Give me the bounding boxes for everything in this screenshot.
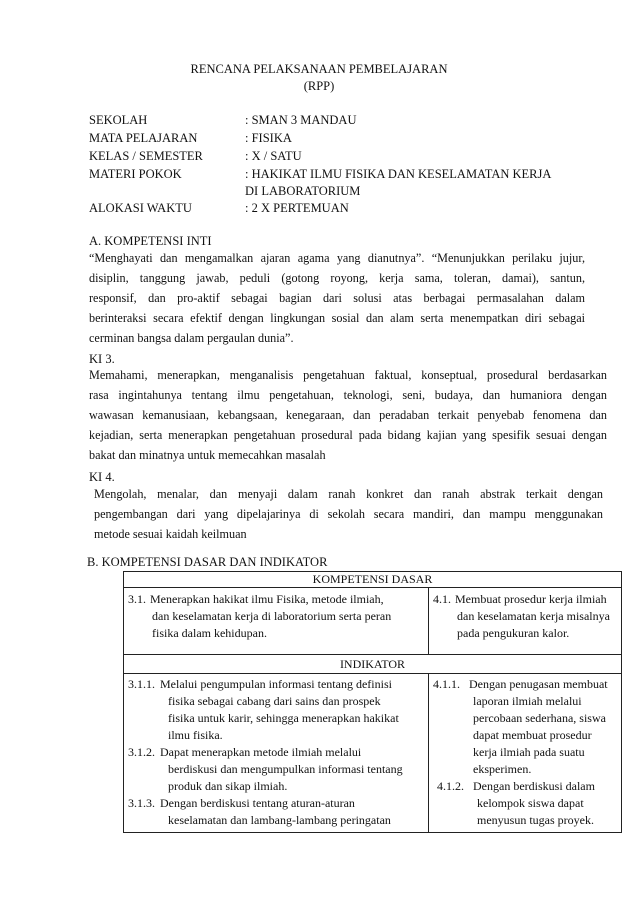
indicator-number: 3.1.3.	[128, 796, 155, 810]
indicator-line: fisika untuk karir, sehingga menerapkan hakikat	[168, 711, 399, 725]
kd-indicator-table	[123, 571, 622, 833]
info-key: ALOKASI WAKTU	[89, 201, 192, 215]
section-a-heading: A. KOMPETENSI INTI	[89, 234, 212, 248]
kd-header: KOMPETENSI DASAR	[124, 572, 622, 588]
indicator-line: laporan ilmiah melalui	[473, 694, 582, 708]
paragraph-line: berinteraksi secara efektif dengan lingkungan sosial dan alam serta menempatkan diri sebagai	[89, 311, 585, 325]
doc-title: RENCANA PELAKSANAAN PEMBELAJARAN	[190, 62, 448, 76]
paragraph-line: bakat dan minatnya untuk memecahkan masalah	[89, 448, 326, 462]
indicator-number: 4.1.2.	[437, 779, 464, 793]
ki3-paragraph	[89, 365, 607, 465]
kd-item-line: pada pengukuran kalor.	[457, 626, 570, 640]
indicator-item	[128, 676, 424, 744]
indicator-item	[128, 744, 424, 795]
kd-item-number: 3.1.	[128, 592, 146, 606]
kd-item-number: 4.1.	[433, 592, 451, 606]
paragraph-line: “Menghayati dan mengamalkan ajaran agama yang dianutnya”. “Menunjukkan perilaku jujur,	[89, 251, 585, 265]
indicator-line: Dengan penugasan membuat	[469, 677, 608, 691]
indicator-number: 4.1.1.	[433, 677, 460, 691]
info-value: DI LABORATORIUM	[245, 184, 361, 198]
indicator-number: 3.1.2.	[128, 745, 155, 759]
info-value: : 2 X PERTEMUAN	[245, 201, 349, 215]
indicator-line: kelompok siswa dapat	[477, 796, 584, 810]
paragraph-line: metode sesuai kaidah keilmuan	[94, 527, 247, 541]
paragraph-line: wawasan kemanusiaan, kebangsaan, kenegaraan, dan peradaban terkait penyebab fenomena dan	[89, 408, 607, 422]
info-value: : X / SATU	[245, 149, 302, 163]
info-value: : HAKIKAT ILMU FISIKA DAN KESELAMATAN KERJA	[245, 167, 552, 181]
paragraph-line: rasa ingintahunya tentang ilmu pengetahuan, teknologi, seni, budaya, dan humaniora dengan	[89, 388, 607, 402]
indicator-line: dapat membuat prosedur	[473, 728, 592, 742]
indicator-left-cell	[124, 674, 429, 833]
indicator-line: kerja ilmiah pada suatu	[473, 745, 585, 759]
paragraph-line: pengembangan dari yang dipelajarinya di sekolah secara mandiri, dan mampu menggunakan	[94, 507, 603, 521]
indicator-item	[128, 795, 424, 829]
indicator-header: INDIKATOR	[124, 655, 622, 674]
indicator-number: 3.1.1.	[128, 677, 155, 691]
info-key: KELAS / SEMESTER	[89, 149, 203, 163]
indicator-line: fisika sebagai cabang dari sains dan prospek	[168, 694, 381, 708]
info-value: : FISIKA	[245, 131, 292, 145]
indicator-item	[433, 676, 617, 778]
indicator-line: Dapat menerapkan metode ilmiah melalui	[160, 745, 362, 759]
paragraph-line: responsif, dan pro-aktif sebagai bagian dari solusi atas berbagai permasalahan dalam	[89, 291, 585, 305]
paragraph-line: Mengolah, menalar, dan menyaji dalam ranah konkret dan ranah abstrak terkait dengan	[94, 487, 603, 501]
indicator-line: produk dan sikap ilmiah.	[168, 779, 288, 793]
ki4-paragraph	[94, 484, 603, 544]
indicator-line: eksperimen.	[473, 762, 532, 776]
kd-item-line: dan keselamatan kerja di laboratorium serta peran	[152, 609, 392, 623]
section-a-paragraph	[89, 248, 585, 348]
kd-item	[433, 591, 617, 642]
info-value: : SMAN 3 MANDAU	[245, 113, 357, 127]
kd-item-line: Membuat prosedur kerja ilmiah	[455, 592, 607, 606]
kd-item-line: fisika dalam kehidupan.	[152, 626, 267, 640]
indicator-line: Dengan berdiskusi dalam	[473, 779, 595, 793]
indicator-line: Melalui pengumpulan informasi tentang definisi	[160, 677, 392, 691]
indicator-right-cell	[429, 674, 622, 833]
ki4-heading: KI 4.	[89, 470, 115, 484]
kd-item	[128, 591, 424, 642]
kd-item-line: Menerapkan hakikat ilmu Fisika, metode ilmiah,	[150, 592, 384, 606]
ki3-heading: KI 3.	[89, 352, 115, 366]
indicator-line: berdiskusi dan mengumpulkan informasi tentang	[168, 762, 403, 776]
info-key: MATA PELAJARAN	[89, 131, 198, 145]
info-key: MATERI POKOK	[89, 167, 182, 181]
paragraph-line: kejadian, serta menerapkan pengetahuan prosedural pada bidang kajian yang spesifik sesuai dengan	[89, 428, 607, 442]
kd-right-cell	[429, 588, 622, 655]
indicator-line: keselamatan dan lambang-lambang peringatan	[168, 813, 391, 827]
section-b-heading: B. KOMPETENSI DASAR DAN INDIKATOR	[87, 555, 328, 569]
indicator-line: ilmu fisika.	[168, 728, 223, 742]
info-key: SEKOLAH	[89, 113, 148, 127]
indicator-item	[437, 778, 617, 829]
kd-left-cell	[124, 588, 429, 655]
indicator-line: menyusun tugas proyek.	[477, 813, 594, 827]
kd-item-line: dan keselamatan kerja misalnya	[457, 609, 610, 623]
indicator-line: percobaan sederhana, siswa	[473, 711, 606, 725]
paragraph-line: cerminan bangsa dalam pergaulan dunia”.	[89, 331, 294, 345]
doc-subtitle: (RPP)	[303, 79, 335, 93]
paragraph-line: Memahami, menerapkan, menganalisis pengetahuan faktual, konseptual, prosedural berdasarkan	[89, 368, 607, 382]
paragraph-line: disiplin, tanggung jawab, peduli (gotong royong, kerja sama, toleran, damai), santun,	[89, 271, 585, 285]
indicator-line: Dengan berdiskusi tentang aturan-aturan	[160, 796, 355, 810]
